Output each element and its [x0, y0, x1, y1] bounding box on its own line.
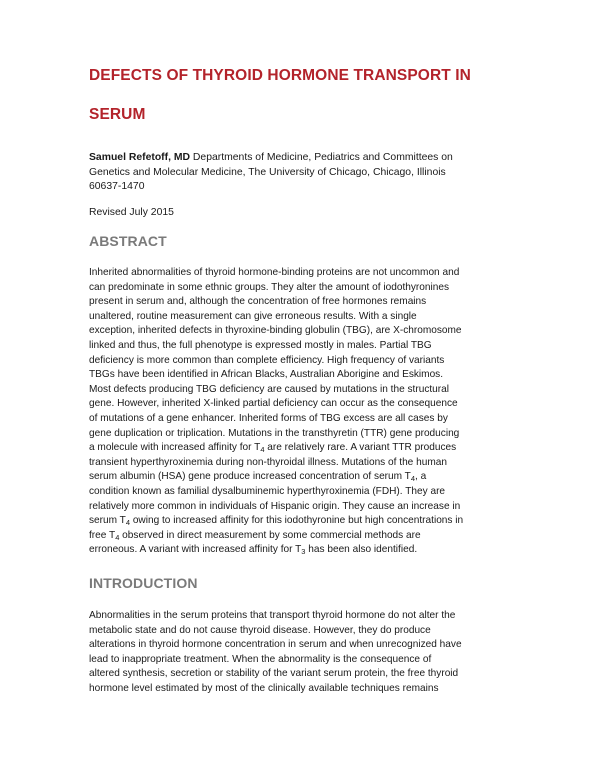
abstract-line: condition known as familial dysalbuminemic hyperthyroxinemia (FDH). They are: [89, 485, 446, 497]
subscript: 3: [301, 547, 306, 557]
introduction-line: alterations in thyroid hormone concentration in serum and when unrecognized have: [89, 639, 462, 651]
abstract-text-segment: , a: [415, 471, 427, 483]
subscript: 4: [125, 518, 131, 528]
abstract-heading: ABSTRACT: [89, 233, 167, 249]
abstract-text-segment: erroneous. A variant with increased affinity for T: [89, 544, 302, 556]
introduction-line: Abnormalities in the serum proteins that transport thyroid hormone do not alter the: [89, 610, 456, 621]
subscript: 4: [410, 474, 416, 484]
abstract-line: linked and thus, the full phenotype is expressed mostly in males. Partial TBG: [89, 339, 432, 351]
abstract-line: of mutations of a gene enhancer. Inherited forms of TBG excess are all cases by: [89, 412, 448, 424]
introduction-line: hormone level estimated by most of the clinically available techniques remains: [89, 682, 439, 694]
abstract-text-segment: are relatively rare. A variant TTR produces: [264, 442, 457, 454]
abstract-line: present in serum and, although the concentration of free hormones remains: [89, 296, 427, 308]
abstract-line: [89, 514, 521, 529]
abstract-line: [89, 470, 521, 485]
abstract-text-segment: owing to increased affinity for this iodothyronine but high concentrations in: [130, 515, 464, 527]
abstract-line: TBGs have been identified in African Blacks, Australian Aborigine and Eskimos.: [89, 369, 444, 381]
affiliation-line-2: Genetics and Molecular Medicine, The University of Chicago, Chicago, Illinois: [89, 166, 446, 178]
subscript: 4: [260, 445, 265, 455]
author-affiliation: [89, 151, 519, 195]
abstract-text-segment: serum albumin (HSA) gene produce increased concentration of serum T: [89, 471, 411, 483]
document-title-line-2: SERUM: [89, 106, 146, 123]
abstract-line: transient hyperthyroxinemia during non-thyroidal illness. Mutations of the human: [89, 456, 447, 468]
abstract-text-segment: has been also identified.: [305, 544, 418, 556]
abstract-text-segment: a molecule with increased affinity for T: [89, 442, 261, 454]
abstract-line: Most defects producing TBG deficiency are caused by mutations in the structural: [89, 383, 450, 395]
abstract-line: gene. However, inherited X-linked partial deficiency can occur as the consequence: [89, 398, 458, 410]
abstract-text-segment: serum T: [89, 515, 126, 527]
introduction-line: lead to inappropriate treatment. When the abnormality is the consequence of: [89, 653, 432, 665]
abstract-text-segment: free T: [89, 529, 116, 541]
introduction-heading: INTRODUCTION: [89, 575, 198, 591]
abstract-text-segment: observed in direct measurement by some commercial methods are: [119, 529, 421, 541]
abstract-line: deficiency is more common than complete efficiency. High frequency of variants: [89, 354, 445, 366]
abstract-line: gene duplication or triplication. Mutations in the transthyretin (TTR) gene producing: [89, 427, 460, 439]
affiliation-line-1: Departments of Medicine, Pediatrics and Committees on: [190, 152, 453, 163]
abstract-line: relatively more common in individuals of Hispanic origin. They cause an increase in: [89, 500, 461, 512]
subscript: 4: [115, 532, 120, 542]
introduction-line: metabolic state and do not cause thyroid disease. However, they do produce: [89, 624, 431, 636]
abstract-line: can predominate in some ethnic groups. They alter the amount of iodothyronines: [89, 281, 450, 293]
document-title-line-1: DEFECTS OF THYROID HORMONE TRANSPORT IN: [89, 67, 471, 84]
abstract-line: exception, inherited defects in thyroxine-binding globulin (TBG), are X-chromosome: [89, 325, 462, 337]
abstract-line: [89, 529, 521, 544]
abstract-line: Inherited abnormalities of thyroid hormone-binding proteins are not uncommon and: [89, 267, 460, 278]
author-name: Samuel Refetoff, MD: [89, 152, 191, 163]
introduction-text: [89, 609, 521, 697]
introduction-line: altered synthesis, secretion or stability of the variant serum protein, the free thyroid: [89, 668, 459, 680]
revision-date: Revised July 2015: [89, 207, 174, 218]
abstract-text: [89, 266, 521, 558]
affiliation-line-3: 60637-1470: [89, 181, 145, 193]
abstract-line: unaltered, routine measurement can give erroneous results. With a single: [89, 310, 417, 322]
abstract-line: [89, 441, 521, 456]
abstract-line: [89, 543, 521, 558]
